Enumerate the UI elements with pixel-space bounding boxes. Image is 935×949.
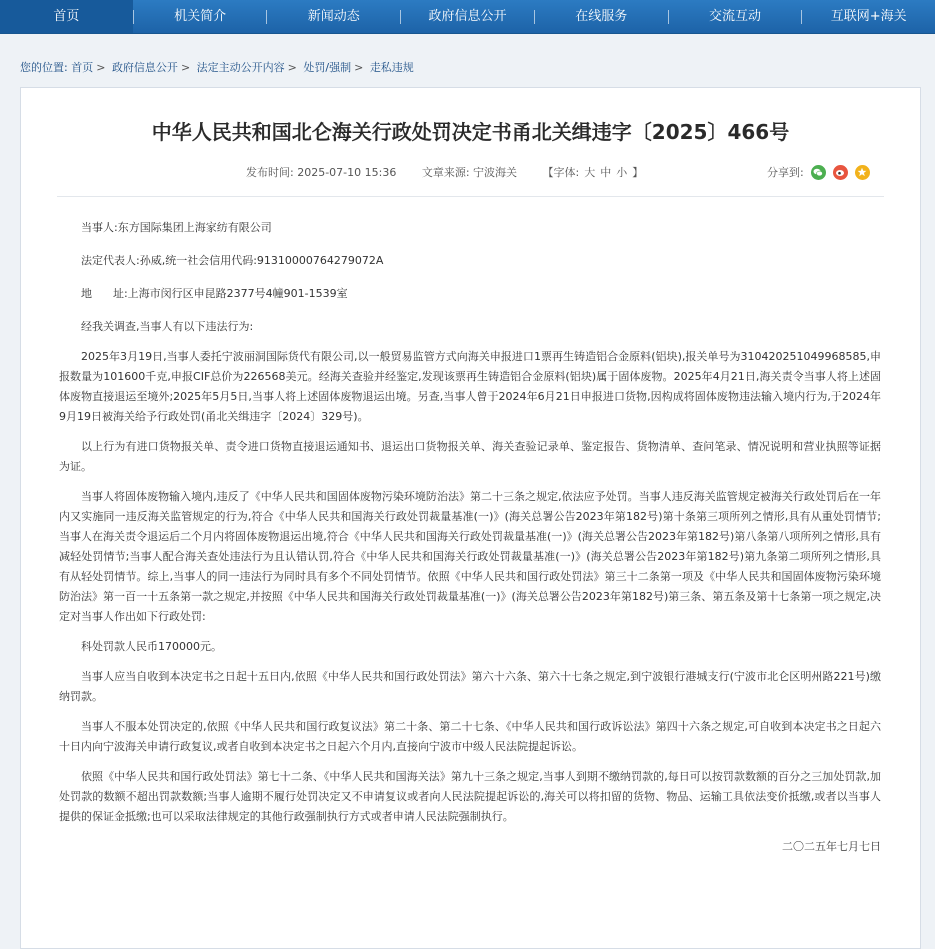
star-icon[interactable] bbox=[855, 165, 870, 180]
decision-date: 二〇二五年七月七日 bbox=[782, 840, 881, 853]
party-line: 当事人:东方国际集团上海家纺有限公司 bbox=[81, 221, 272, 234]
breadcrumb-prefix: 您的位置: bbox=[20, 61, 68, 74]
breadcrumb-separator: > bbox=[180, 61, 191, 74]
font-size-large[interactable]: 大 bbox=[584, 166, 596, 179]
share-bar bbox=[767, 164, 870, 180]
nav-item-online-service[interactable]: 在线服务 bbox=[575, 9, 628, 24]
breadcrumb-smuggling[interactable]: 走私违规 bbox=[369, 61, 414, 74]
article-body bbox=[59, 218, 881, 867]
nav-item-news[interactable]: 新闻动态 bbox=[307, 9, 360, 24]
breadcrumb-legal-content[interactable]: 法定主动公开内容 bbox=[196, 61, 285, 74]
article-panel bbox=[20, 87, 921, 949]
share-label: 分享到: bbox=[767, 166, 804, 179]
address-line: 地 址:上海市闵行区申昆路2377号4幢901-1539室 bbox=[81, 287, 348, 300]
paragraph: 以上行为有进口货物报关单、责令进口货物直接退运通知书、退运出口货物报关单、海关查验记录单、鉴定报告、货物清单、查问笔录、情况说明和营业执照等证据为证。 bbox=[59, 440, 881, 473]
font-size-close: 】 bbox=[632, 166, 644, 179]
article-meta bbox=[246, 164, 670, 180]
breadcrumb-separator: > bbox=[354, 61, 364, 74]
breadcrumb-separator: > bbox=[287, 61, 297, 74]
font-size-small[interactable]: 小 bbox=[616, 166, 628, 179]
nav-item-home[interactable]: 首页 bbox=[0, 0, 133, 33]
legal-rep-line: 法定代表人:孙威,统一社会信用代码:91310000764279072A bbox=[81, 254, 384, 267]
paragraph: 当事人应当自收到本决定书之日起十五日内,依照《中华人民共和国行政处罚法》第六十六条、第六十七条之规定,到宁波银行港城支行(宁波市北仑区明州路221号)缴纳罚款。 bbox=[59, 670, 881, 703]
font-size-label: 【字体: bbox=[542, 166, 580, 179]
breadcrumb-home[interactable]: 首页 bbox=[71, 61, 94, 74]
weibo-icon[interactable] bbox=[833, 165, 848, 180]
article-source: 文章来源: 宁波海关 bbox=[421, 166, 518, 179]
font-size-medium[interactable]: 中 bbox=[600, 166, 612, 179]
paragraph: 当事人不服本处罚决定的,依照《中华人民共和国行政复议法》第二十条、第二十七条、《中华人民共和国行政诉讼法》第四十六条之规定,可自收到本决定书之日起六十日内向宁波海关申请行政复议,或者自收到本决定书之日起六个月内,直接向宁波市中级人民法院提起诉讼。 bbox=[59, 720, 881, 753]
publish-time: 发布时间: 2025-07-10 15:36 bbox=[246, 166, 397, 179]
title-divider bbox=[57, 196, 884, 197]
paragraph: 依照《中华人民共和国行政处罚法》第七十二条、《中华人民共和国海关法》第九十三条之规定,当事人到期不缴纳罚款的,每日可以按罚款数额的百分之三加处罚款,加处罚款的数额不超出罚款数额;当事人逾期不履行处罚决定又不申请复议或者向人民法院提起诉讼的,海关可以将扣留的货物、物品、运输工具依法变价抵缴,或者以当事人提供的保证金抵缴;也可以采取法律规定的其他行政强制执行方式或者申请人民法院强制执行。 bbox=[59, 770, 881, 823]
nav-item-gov-info[interactable]: 政府信息公开 bbox=[428, 9, 507, 24]
font-size-selector bbox=[543, 166, 649, 179]
breadcrumb bbox=[20, 59, 414, 75]
breadcrumb-separator: > bbox=[96, 61, 106, 74]
top-navigation bbox=[0, 0, 935, 34]
nav-item-about[interactable]: 机关简介 bbox=[174, 9, 227, 24]
breadcrumb-penalty[interactable]: 处罚/强制 bbox=[303, 61, 352, 74]
paragraph: 2025年3月19日,当事人委托宁波丽洞国际货代有限公司,以一般贸易监管方式向海关申报进口1票再生铸造铝合金原料(铝块),报关单号为310420251049968585,申报数量为101600千克,申报CIF总价为226568美元。经海关查验并经鉴定,发现该票再生铸造铝合金原料(铝块)属于固体废物。2025年4月21日,海关责令当事人将上述固体废物直接退运至境外;2025年5月5日,当事人将上述固体废物退运出境。另查,当事人曾于2024年6月21日申报进口货物,因构成将固体废物违法输入境内行为,于2024年9月19日被海关给予行政处罚(甬北关缉违字〔2024〕329号)。 bbox=[59, 350, 881, 423]
nav-item-interaction[interactable]: 交流互动 bbox=[708, 9, 761, 24]
paragraph: 经我关调查,当事人有以下违法行为: bbox=[81, 320, 254, 333]
paragraph: 科处罚款人民币170000元。 bbox=[81, 640, 222, 653]
breadcrumb-gov-info[interactable]: 政府信息公开 bbox=[111, 61, 178, 74]
article-title: 中华人民共和国北仑海关行政处罚决定书甬北关缉违字〔2025〕466号 bbox=[151, 120, 790, 144]
wechat-icon[interactable] bbox=[811, 165, 826, 180]
paragraph: 当事人将固体废物输入境内,违反了《中华人民共和国固体废物污染环境防治法》第二十三条之规定,依法应予处罚。当事人违反海关监管规定被海关行政处罚后在一年内又实施同一违反海关监管规定的行为,符合《中华人民共和国海关行政处罚裁量基准(一)》(海关总署公告2023年第182号)第十条第三项所列之情形,具有从重处罚情节;当事人在海关责令退运后二个月内将固体废物退运出境,符合《中华人民共和国海关行政处罚裁量基准(一)》(海关总署公告2023年第182号)第八条第八项所列之情形,具有减轻处罚情节;当事人配合海关查处违法行为且认错认罚,符合《中华人民共和国海关行政处罚裁量基准(一)》(海关总署公告2023年第182号)第九条第二项所列之情形,具有从轻处罚情节。综上,当事人的同一违法行为同时具有多个不同处罚情节。依照《中华人民共和国行政处罚法》第三十二条第一项及《中华人民共和国固体废物污染环境防治法》第一百一十五条第一款之规定,并按照《中华人民共和国海关行政处罚裁量基准(一)》(海关总署公告2023年第182号)第三条、第五条及第十七条第一项之规定,决定对当事人作出如下行政处罚: bbox=[59, 490, 881, 623]
nav-item-internet-customs[interactable]: 互联网+海关 bbox=[830, 9, 907, 24]
